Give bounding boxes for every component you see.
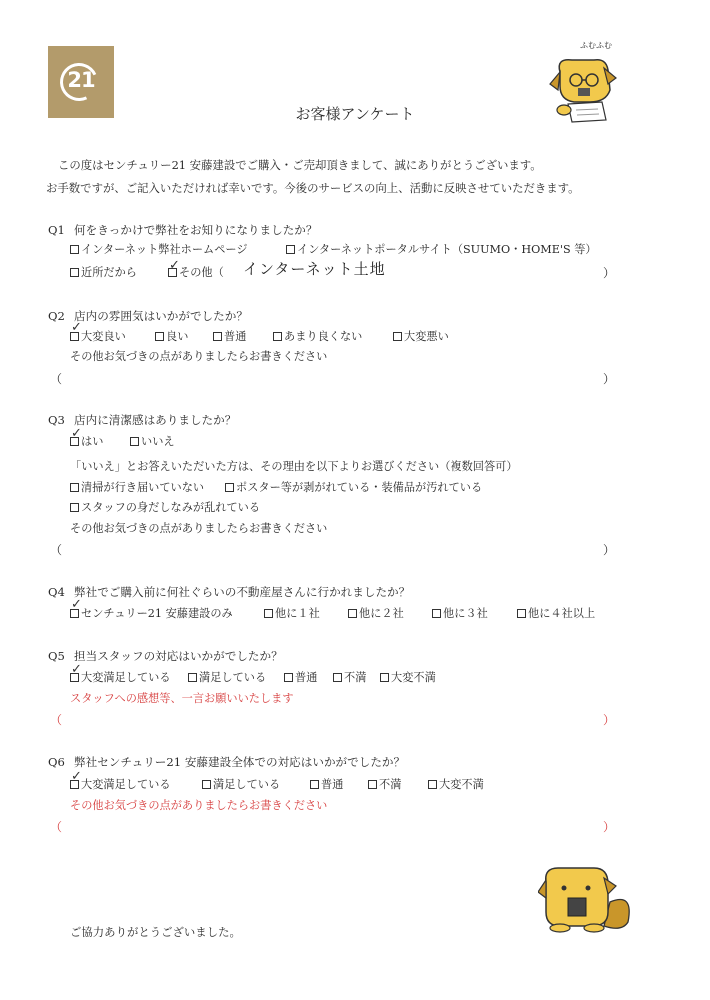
option-label: 普通	[321, 778, 344, 791]
option-label: 大変不満	[439, 778, 484, 791]
option-label: はい	[81, 435, 104, 448]
checkmark-icon: ✓	[169, 258, 180, 273]
q2-option-average[interactable]	[213, 328, 246, 344]
q2-close-paren: ）	[603, 372, 616, 386]
checkbox-icon[interactable]	[70, 483, 79, 492]
q5-comment-prompt: スタッフへの感想等、一言お願いいたします	[70, 692, 294, 705]
dog-icon	[538, 862, 638, 934]
q1-handwritten-answer: インターネット土地	[243, 260, 386, 278]
option-label: 他に１社	[275, 607, 320, 620]
q3-follow-up: 「いいえ」とお答えいただいた方は、その理由を以下よりお選びください（複数回答可）	[70, 460, 518, 473]
checkbox-icon[interactable]	[70, 503, 79, 512]
option-label: 近所だから	[81, 266, 137, 279]
q5-close-paren: ）	[603, 713, 616, 727]
q4-option-4-plus[interactable]	[517, 605, 595, 621]
q5-option-very-dissatisfied[interactable]	[380, 669, 436, 685]
q3-reason-staff-appearance[interactable]	[70, 499, 260, 515]
checkbox-icon[interactable]	[273, 332, 282, 341]
q6-open-paren: （	[50, 820, 63, 834]
checkbox-icon[interactable]	[155, 332, 164, 341]
checkbox-icon[interactable]	[70, 245, 79, 254]
option-label: 大変不満	[391, 671, 436, 684]
q2-option-very-bad[interactable]	[393, 328, 449, 344]
option-label: インターネット弊社ホームページ	[81, 243, 248, 256]
q2-option-good[interactable]	[155, 328, 188, 344]
q6-text: 弊社センチュリー21 安藤建設全体での対応はいかがでしたか？	[74, 755, 406, 769]
checkbox-icon[interactable]	[70, 268, 79, 277]
q4-question	[48, 584, 410, 600]
checkbox-icon[interactable]	[310, 780, 319, 789]
q6-option-satisfied[interactable]	[202, 776, 280, 792]
q3-reason-cleaning[interactable]	[70, 479, 204, 495]
option-label: 不満	[344, 671, 367, 684]
page-title: お客様アンケート	[295, 105, 415, 123]
q6-option-very-satisfied[interactable]	[70, 776, 171, 792]
option-label: 満足している	[199, 671, 267, 684]
q3-text: 店内に清潔感はありましたか？	[74, 413, 237, 427]
intro-line-1: この度はセンチュリー21 安藤建設でご購入・ご売却頂きまして、誠にありがとうございます。	[58, 158, 542, 172]
q1-text: 何をきっかけで弊社をお知りになりましたか？	[74, 223, 318, 237]
q5-option-very-satisfied[interactable]	[70, 669, 171, 685]
checkmark-icon: ✓	[71, 320, 82, 335]
q1-close-paren: ）	[603, 266, 616, 280]
q2-text: 店内の雰囲気はいかがでしたか？	[74, 309, 248, 323]
checkbox-icon[interactable]	[284, 673, 293, 682]
thanks-message: ご協力ありがとうございました。	[70, 925, 241, 939]
q5-option-satisfied[interactable]	[188, 669, 266, 685]
checkbox-icon[interactable]	[428, 780, 437, 789]
q4-text: 弊社でご購入前に何社ぐらいの不動産屋さんに行かれましたか？	[74, 585, 411, 599]
mascot-bottom-illustration	[538, 862, 638, 934]
option-label: あまり良くない	[284, 330, 363, 343]
option-label: 他に４社以上	[528, 607, 596, 620]
checkbox-icon[interactable]	[188, 673, 197, 682]
option-label: 大変悪い	[404, 330, 449, 343]
q1-option-nearby[interactable]	[70, 264, 137, 280]
q4-option-only-us[interactable]	[70, 605, 233, 621]
q4-number: Q4	[48, 585, 65, 599]
q3-close-paren: ）	[603, 543, 616, 557]
option-label: インターネットポータルサイト（SUUMO・HOME'S 等）	[297, 243, 597, 256]
q4-option-2-other[interactable]	[348, 605, 404, 621]
q6-close-paren: ）	[603, 820, 616, 834]
q2-number: Q2	[48, 309, 65, 323]
q2-option-not-good[interactable]	[273, 328, 362, 344]
q4-option-1-other[interactable]	[264, 605, 320, 621]
option-label: 大変満足している	[81, 778, 171, 791]
q6-number: Q6	[48, 755, 65, 769]
option-label: 満足している	[213, 778, 281, 791]
q2-comment-prompt: その他お気づきの点がありましたらお書きください	[70, 350, 328, 363]
q5-option-dissatisfied[interactable]	[333, 669, 366, 685]
option-label: その他（	[179, 266, 224, 279]
option-label: 他に３社	[443, 607, 488, 620]
q3-comment-prompt: その他お気づきの点がありましたらお書きください	[70, 522, 328, 535]
option-label: ポスター等が剥がれている・装備品が汚れている	[236, 481, 483, 494]
q4-option-3-other[interactable]	[432, 605, 488, 621]
q1-number: Q1	[48, 223, 65, 237]
mascot-caption: ふむふむ	[580, 41, 612, 50]
q5-question	[48, 648, 283, 664]
q3-option-no[interactable]	[130, 433, 175, 449]
checkbox-icon[interactable]	[286, 245, 295, 254]
checkmark-icon: ✓	[71, 426, 82, 441]
q3-number: Q3	[48, 413, 65, 427]
option-label: 大変良い	[81, 330, 126, 343]
checkbox-icon[interactable]	[348, 609, 357, 618]
option-label: いいえ	[141, 435, 175, 448]
q1-option-portal[interactable]	[286, 241, 597, 257]
checkbox-icon[interactable]	[333, 673, 342, 682]
q3-reason-poster[interactable]	[225, 479, 482, 495]
q5-open-paren: （	[50, 713, 63, 727]
q5-number: Q5	[48, 649, 65, 663]
checkbox-icon[interactable]	[380, 673, 389, 682]
logo-text: 21	[67, 68, 95, 92]
option-label: 不満	[379, 778, 402, 791]
q6-question	[48, 754, 405, 770]
option-label: スタッフの身だしなみが乱れている	[81, 501, 261, 514]
option-label: 良い	[166, 330, 189, 343]
option-label: 普通	[224, 330, 247, 343]
q6-comment-prompt: その他お気づきの点がありましたらお書きください	[70, 799, 328, 812]
option-label: 大変満足している	[81, 671, 171, 684]
checkbox-icon[interactable]	[517, 609, 526, 618]
option-label: 普通	[295, 671, 318, 684]
q1-question	[48, 222, 317, 238]
checkbox-icon[interactable]	[225, 483, 234, 492]
checkmark-icon: ✓	[71, 769, 82, 784]
q6-option-very-dissatisfied[interactable]	[428, 776, 484, 792]
checkmark-icon: ✓	[71, 597, 82, 612]
q6-option-dissatisfied[interactable]	[368, 776, 401, 792]
checkbox-icon[interactable]	[130, 437, 139, 446]
q1-option-homepage[interactable]	[70, 241, 248, 257]
option-label: 他に２社	[359, 607, 404, 620]
q5-option-average[interactable]	[284, 669, 317, 685]
checkbox-icon[interactable]	[368, 780, 377, 789]
checkbox-icon[interactable]	[393, 332, 402, 341]
q6-option-average[interactable]	[310, 776, 343, 792]
intro-line-2: お手数ですが、ご記入いただければ幸いです。今後のサービスの向上、活動に反映させていただきます。	[46, 181, 580, 195]
option-label: センチュリー21 安藤建設のみ	[81, 607, 233, 620]
q5-text: 担当スタッフの対応はいかがでしたか？	[74, 649, 283, 663]
q3-open-paren: （	[50, 543, 63, 557]
checkbox-icon[interactable]	[432, 609, 441, 618]
checkbox-icon[interactable]	[213, 332, 222, 341]
checkmark-icon: ✓	[71, 662, 82, 677]
checkbox-icon[interactable]	[202, 780, 211, 789]
option-label: 清掃が行き届いていない	[81, 481, 205, 494]
q2-open-paren: （	[50, 372, 63, 386]
checkbox-icon[interactable]	[264, 609, 273, 618]
